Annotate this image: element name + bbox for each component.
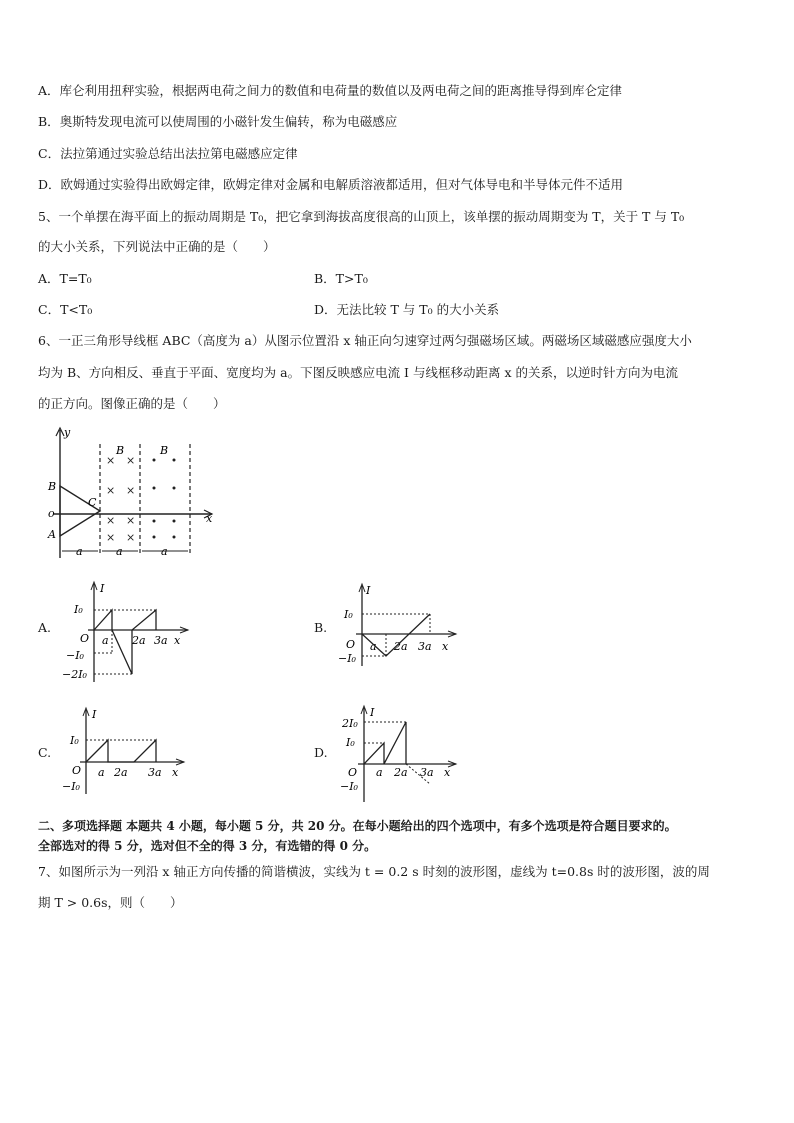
tick-i0: I₀ [74, 603, 83, 616]
svg-text:×: × [106, 454, 116, 467]
tick-a: a [370, 640, 377, 653]
axis-x-label: x [172, 766, 179, 779]
tick-2a: 2a [132, 634, 146, 647]
triangle-abc [60, 486, 100, 536]
origin-label: O [346, 638, 356, 651]
point-b-label: B [48, 480, 57, 493]
q5-stem-line1: 5、一个单摆在海平面上的振动周期是 T₀，把它拿到海拔高度很高的山顶上，该单摆的振动周期变为 T，关于 T 与 T₀ [38, 209, 685, 224]
field-out-of-page-dots [153, 459, 176, 539]
q5-stem-line2: 的大小关系，下列说法中正确的是（ ） [38, 239, 276, 254]
q6-graph-c [60, 704, 190, 798]
axis-x-label: x [444, 766, 451, 779]
tick-3a: 3a [418, 640, 432, 653]
svg-text:×: × [106, 484, 116, 497]
q7-stem-line1: 7、如图所示为一列沿 x 轴正方向传播的简谐横波，实线为 t = 0.2 s 时刻的波形图，虚线为 t=0.8s 时的波形图，波的周 [38, 864, 710, 879]
width-a-3: a [161, 545, 168, 558]
q6-option-d-letter: D. [314, 745, 328, 760]
q6-graph-d [336, 702, 466, 804]
q6-option-a-letter: A. [38, 620, 52, 635]
svg-text:×: × [106, 531, 116, 544]
origin-label: o [48, 507, 55, 520]
axis-i-label: I [92, 708, 97, 721]
prev-option-a: A．库仑利用扭秤实验，根据两电荷之间力的数值和电荷量的数值以及两电荷之间的距离推导得到库仑定律 [38, 83, 623, 98]
q6-graph-b [336, 580, 466, 670]
q5-option-a: A．T=T₀ [38, 271, 92, 286]
tick-neg-i0: −I₀ [66, 649, 84, 662]
q6-graph-a [60, 578, 200, 686]
field-b-label-2: B [160, 444, 169, 457]
svg-text:×: × [126, 484, 136, 497]
tick-i0: I₀ [344, 608, 353, 621]
width-a-2: a [116, 545, 123, 558]
tick-a: a [98, 766, 105, 779]
q6-option-c-letter: C. [38, 745, 52, 760]
width-a-1: a [76, 545, 83, 558]
field-into-page-crosses [106, 454, 135, 544]
tick-3a: 3a [154, 634, 168, 647]
axis-i-label: I [100, 582, 105, 595]
q5-option-b: B．T>T₀ [314, 271, 368, 286]
svg-text:×: × [126, 531, 136, 544]
origin-label: O [348, 766, 358, 779]
q5-option-d: D．无法比较 T 与 T₀ 的大小关系 [314, 302, 500, 317]
tick-neg-i0: −I₀ [62, 780, 80, 793]
prev-option-b: B．奥斯特发现电流可以使周围的小磁针发生偏转，称为电磁感应 [38, 114, 398, 129]
tick-neg-2i0: −2I₀ [62, 668, 87, 681]
svg-text:×: × [106, 514, 116, 527]
axis-x-label: x [442, 640, 449, 653]
tick-2i0: 2I₀ [342, 717, 358, 730]
section2-header-line2: 全部选对的得 5 分，选对但不全的得 3 分，有选错的得 0 分。 [38, 839, 377, 853]
point-a-label: A [48, 528, 56, 541]
tick-2a: 2a [394, 640, 408, 653]
tick-3a: 3a [148, 766, 162, 779]
y-axis-label: y [64, 426, 71, 439]
svg-text:×: × [126, 514, 136, 527]
prev-option-d: D．欧姆通过实验得出欧姆定律，欧姆定律对金属和电解质溶液都适用，但对气体导电和半导体元件不适用 [38, 177, 624, 192]
q6-stem-line2: 均为 B、方向相反、垂直于平面、宽度均为 a。下图反映感应电流 I 与线框移动距离 x 的关系，以逆时针方向为电流 [38, 365, 678, 380]
tick-a: a [102, 634, 109, 647]
section2-header-line1: 二、多项选择题 本题共 4 小题，每小题 5 分，共 20 分。在每小题给出的四个选项中，有多个选项是符合题目要求的。 [38, 819, 677, 833]
q6-stem-line3: 的正方向。图像正确的是（ ） [38, 396, 226, 411]
origin-label: O [80, 632, 90, 645]
tick-2a: 2a [394, 766, 408, 779]
prev-option-c: C．法拉第通过实验总结出法拉第电磁感应定律 [38, 146, 298, 161]
tick-neg-i0: −I₀ [338, 652, 356, 665]
x-axis-label: x [206, 512, 213, 525]
q6-option-b-letter: B. [314, 620, 328, 635]
tick-i0: I₀ [70, 734, 79, 747]
svg-text:×: × [126, 454, 136, 467]
q7-stem-line2: 期 T > 0.6s，则（ ） [38, 895, 183, 910]
tick-a: a [376, 766, 383, 779]
q5-option-c: C．T<T₀ [38, 302, 93, 317]
axis-x-label: x [174, 634, 181, 647]
point-c-label: C [88, 496, 97, 509]
tick-3a: 3a [420, 766, 434, 779]
tick-2a: 2a [114, 766, 128, 779]
q6-stem-line1: 6、一正三角形导线框 ABC（高度为 a）从图示位置沿 x 轴正向匀速穿过两匀强磁场区域。两磁场区域磁感应强度大小 [38, 333, 692, 348]
q6-field-figure [44, 424, 234, 564]
tick-i0: I₀ [346, 736, 355, 749]
origin-label: O [72, 764, 82, 777]
axis-i-label: I [370, 706, 375, 719]
field-b-label-1: B [116, 444, 125, 457]
tick-neg-i0: −I₀ [340, 780, 358, 793]
axis-i-label: I [366, 584, 371, 597]
